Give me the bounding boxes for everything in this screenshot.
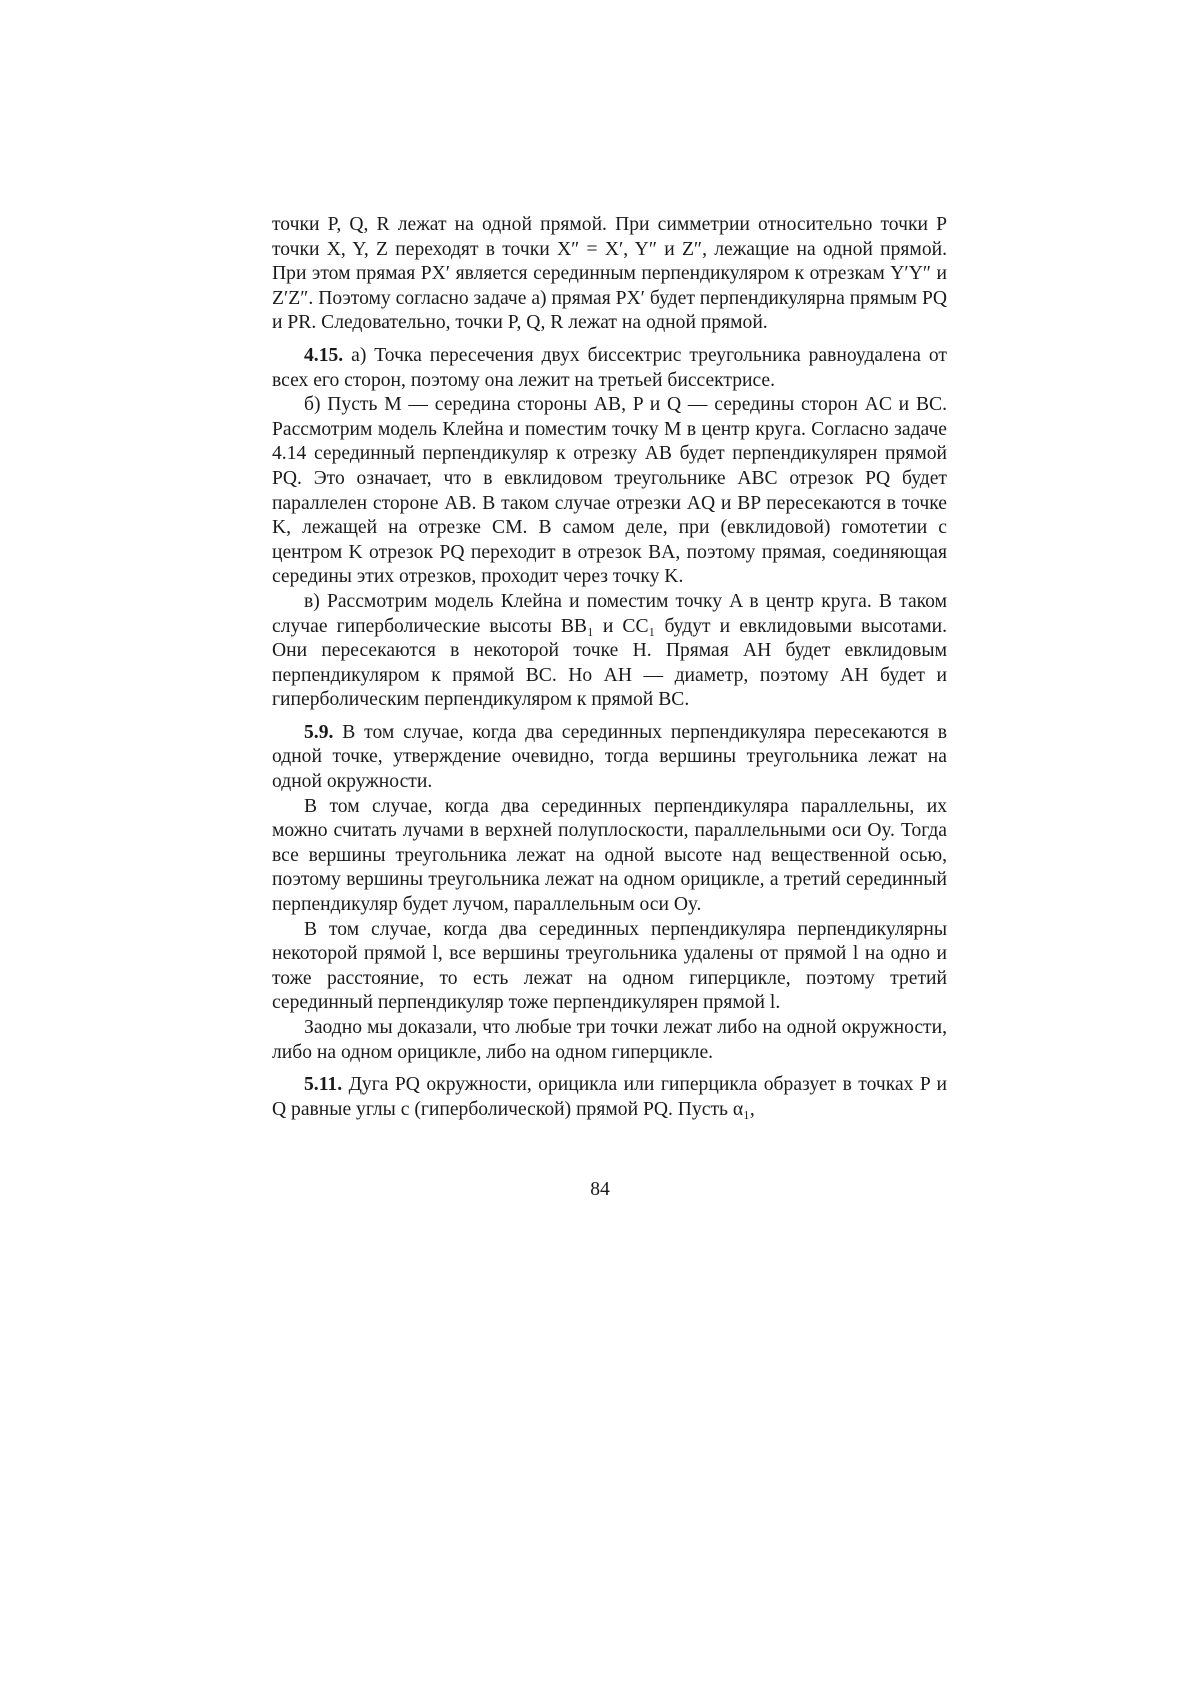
paragraph-text: В том случае, когда два серединных перпендикуляра перпендикулярны некоторой прямой l, все вершины треугольника удалены от прямой l на одно и тоже расстояние, то есть лежат на одном гиперцикле, поэтому третий серединный перпендикуляр тоже перпендикулярен прямой l. [272,918,947,1014]
paragraph-text: а) Точка пересечения двух биссектрис треугольника равноудалена от всех его сторон, поэтому она лежит на третьей биссектрисе. [272,344,947,391]
paragraph-number: 5.11. [304,1074,343,1096]
paragraph-text: точки P, Q, R лежат на одной прямой. При симметрии относительно точки P точки X, Y, Z переходят в точки X″ = X′, Y″ и Z″, лежащие на одной прямой. При этом прямая PX′ является серединным перпендикуляром к отрезкам Y′Y″ и Z′Z″. Поэтому согласно задаче а) прямая PX′ будет перпендикулярна прямым PQ и PR. Следовательно, точки P, Q, R лежат на одной прямой. [272,214,947,334]
paragraph-text: в) Рассмотрим модель Клейна и поместим точку A в центр круга. В таком случае гиперболические высоты BB₁ и CC₁ будут и евклидовыми высотами. Они пересекаются в некоторой точке H. Прямая AH будет евклидовым перпендикуляром к прямой BC. Но AH — диаметр, поэтому AH будет и гиперболическим перпендикуляром к прямой BC. [272,590,947,711]
paragraph-4-15-b [272,393,947,590]
paragraph-5-9-conclusion [272,1016,947,1065]
paragraph-text: В том случае, когда два серединных перпендикуляра параллельны, их можно считать лучами в верхней полуплоскости, параллельными оси Oy. Тогда все вершины треугольника лежат на одной высоте над вещественной осью, поэтому вершины треугольника лежат на одном орицикле, а третий серединный перпендикуляр будет лучом, параллельным оси Oy. [272,795,947,916]
page-number: 84 [590,1179,610,1200]
paragraph-number: 5.9. [304,721,334,743]
page-body-text [272,213,947,1122]
paragraph-number: 4.15. [304,344,344,366]
paragraph-continuation [272,213,947,336]
paragraph-4-15-v [272,590,947,713]
paragraph-5-9-perpendicular [272,918,947,1016]
paragraph-text: Заодно мы доказали, что любые три точки лежат либо на одной окружности, либо на одном орицикле, либо на одном гиперцикле. [272,1017,947,1063]
paragraph-solution-4-15 [272,344,947,393]
paragraph-solution-5-9 [272,721,947,795]
paragraph-text: б) Пусть M — середина стороны AB, P и Q — середины сторон AC и BC. Рассмотрим модель Клейна и поместим точку M в центр круга. Согласно задаче 4.14 серединный перпендикуляр к отрезку AB будет перпендикулярен прямой PQ. Это означает, что в евклидовом треугольнике ABC отрезок PQ будет параллелен стороне AB. В таком случае отрезки AQ и BP пересекаются в точке K, лежащей на отрезке CM. В самом деле, при (евклидовой) гомотетии с центром K отрезок PQ переходит в отрезок BA, поэтому прямая, соединяющая середины этих отрезков, проходит через точку K. [272,394,947,588]
paragraph-5-9-parallel [272,795,947,918]
paragraph-solution-5-11 [272,1073,947,1122]
paragraph-text: В том случае, когда два серединных перпендикуляра пересекаются в одной точке, утверждение очевидно, тогда вершины треугольника лежат на одной окружности. [272,721,948,793]
paragraph-text: Дуга PQ окружности, орицикла или гиперцикла образует в точках P и Q равные углы с (гиперболической) прямой PQ. Пусть α₁, [272,1074,947,1120]
